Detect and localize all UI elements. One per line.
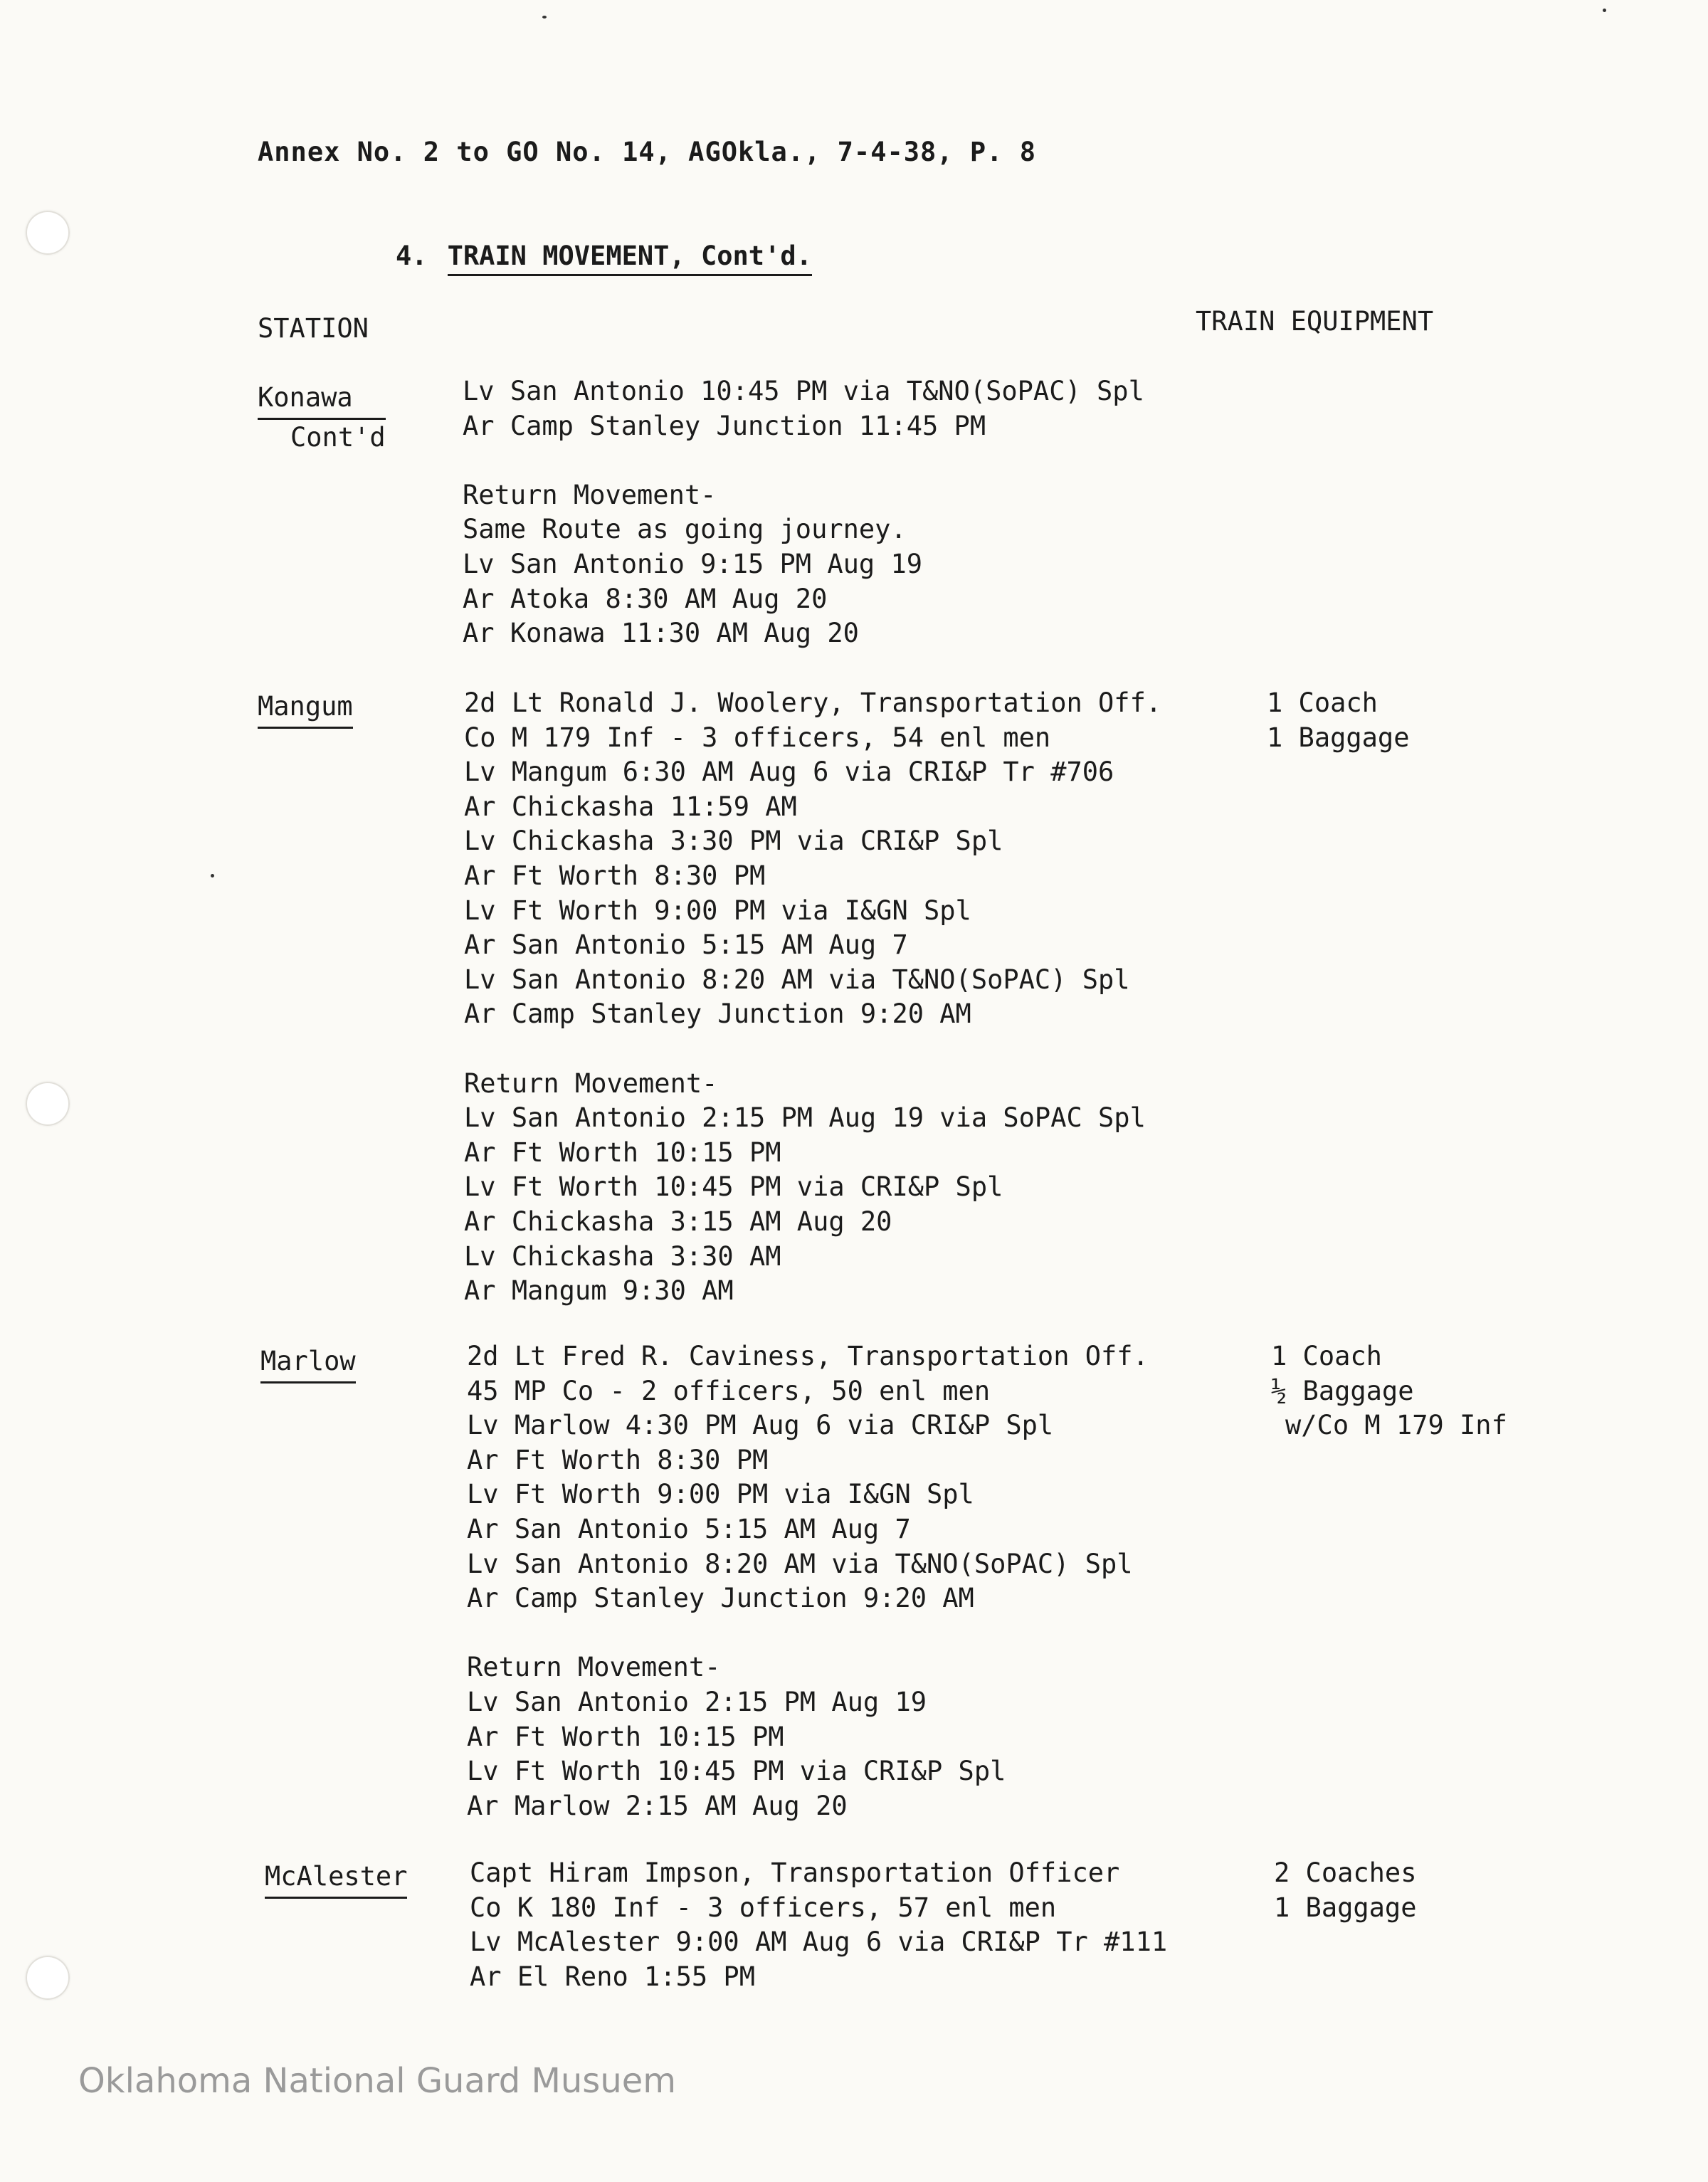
schedule-line: Ar Camp Stanley Junction 9:20 AM bbox=[467, 1583, 974, 1614]
station-mcalester bbox=[265, 1859, 407, 1899]
punch-hole bbox=[26, 211, 70, 255]
paper-speck bbox=[542, 16, 547, 19]
schedule-line: Ar Mangum 9:30 AM bbox=[464, 1275, 734, 1307]
schedule-line: 45 MP Co - 2 officers, 50 enl men bbox=[467, 1375, 991, 1406]
section-number: 4. bbox=[396, 241, 428, 271]
schedule-line: 2d Lt Ronald J. Woolery, Transportation Off. bbox=[464, 687, 1162, 718]
schedule-line: Lv Ft Worth 10:45 PM via CRI&P Spl bbox=[464, 1171, 1003, 1203]
schedule-line: Ar Atoka 8:30 AM Aug 20 bbox=[463, 583, 828, 614]
equipment-item: w/Co M 179 Inf bbox=[1285, 1410, 1507, 1441]
schedule-line: Return Movement- bbox=[463, 479, 717, 510]
station-marlow-schedule bbox=[467, 1339, 1149, 1823]
equipment-item: 1 Coach bbox=[1267, 687, 1378, 718]
schedule-line: Ar Marlow 2:15 AM Aug 20 bbox=[467, 1790, 848, 1821]
schedule-line: Ar Chickasha 11:59 AM bbox=[464, 791, 797, 822]
schedule-line: Co K 180 Inf - 3 officers, 57 enl men bbox=[470, 1892, 1057, 1923]
equipment-column-header: TRAIN EQUIPMENT bbox=[1196, 306, 1434, 337]
schedule-line: Lv San Antonio 2:15 PM Aug 19 bbox=[467, 1686, 927, 1717]
punch-hole bbox=[26, 1956, 70, 2000]
museum-watermark: Oklahoma National Guard Musuem bbox=[78, 2061, 677, 2101]
schedule-line: Lv McAlester 9:00 AM Aug 6 via CRI&P Tr #111 bbox=[470, 1927, 1168, 1958]
schedule-line: Ar Ft Worth 10:15 PM bbox=[464, 1137, 781, 1168]
section-title-text: TRAIN MOVEMENT, Cont'd. bbox=[448, 241, 812, 276]
schedule-line: Ar Ft Worth 8:30 PM bbox=[464, 860, 766, 891]
schedule-line: 2d Lt Fred R. Caviness, Transportation Off. bbox=[467, 1341, 1149, 1371]
paper-speck bbox=[1603, 9, 1606, 12]
schedule-line: Lv San Antonio 2:15 PM Aug 19 via SoPAC Spl bbox=[464, 1102, 1146, 1134]
station-konawa-schedule bbox=[463, 374, 1144, 651]
equipment-item: 2 Coaches bbox=[1274, 1857, 1417, 1888]
station-name: Mangum bbox=[258, 689, 353, 729]
schedule-line: Ar Konawa 11:30 AM Aug 20 bbox=[463, 618, 859, 649]
station-marlow-equipment bbox=[1271, 1339, 1507, 1443]
schedule-line: Ar Camp Stanley Junction 9:20 AM bbox=[464, 998, 971, 1030]
schedule-line: Ar San Antonio 5:15 AM Aug 7 bbox=[464, 929, 908, 961]
section-title bbox=[396, 241, 812, 271]
schedule-line: Return Movement- bbox=[464, 1068, 718, 1099]
equipment-item: ½ Baggage bbox=[1271, 1375, 1414, 1406]
station-mangum-schedule bbox=[464, 686, 1161, 1309]
schedule-line: Capt Hiram Impson, Transportation Officer bbox=[470, 1857, 1120, 1888]
equipment-item: 1 Baggage bbox=[1267, 722, 1410, 753]
schedule-line: Co M 179 Inf - 3 officers, 54 enl men bbox=[464, 722, 1051, 753]
schedule-line: Lv San Antonio 8:20 AM via T&NO(SoPAC) Spl bbox=[467, 1548, 1133, 1579]
schedule-line: Lv Chickasha 3:30 PM via CRI&P Spl bbox=[464, 826, 1003, 857]
schedule-line: Ar Ft Worth 10:15 PM bbox=[467, 1721, 784, 1752]
station-marlow bbox=[260, 1344, 356, 1383]
schedule-line: Lv Chickasha 3:30 AM bbox=[464, 1240, 781, 1272]
station-mangum-equipment bbox=[1267, 686, 1409, 755]
schedule-line: Lv San Antonio 10:45 PM via T&NO(SoPAC) Spl bbox=[463, 376, 1144, 406]
station-column-header: STATION bbox=[258, 313, 369, 344]
schedule-line: Ar San Antonio 5:15 AM Aug 7 bbox=[467, 1513, 911, 1544]
schedule-line: Lv Marlow 4:30 PM Aug 6 via CRI&P Spl bbox=[467, 1410, 1054, 1441]
equipment-item: 1 Baggage bbox=[1274, 1892, 1417, 1923]
schedule-line: Lv San Antonio 9:15 PM Aug 19 bbox=[463, 548, 923, 579]
annex-header: Annex No. 2 to GO No. 14, AGOkla., 7-4-38, P. 8 bbox=[258, 137, 1036, 167]
paper-speck bbox=[211, 874, 214, 877]
schedule-line: Ar Chickasha 3:15 AM Aug 20 bbox=[464, 1206, 892, 1237]
schedule-line: Ar El Reno 1:55 PM bbox=[470, 1961, 755, 1992]
schedule-line: Lv Ft Worth 9:00 PM via I&GN Spl bbox=[464, 895, 971, 926]
schedule-line: Lv Ft Worth 10:45 PM via CRI&P Spl bbox=[467, 1756, 1006, 1787]
schedule-line: Lv Mangum 6:30 AM Aug 6 via CRI&P Tr #706 bbox=[464, 757, 1114, 788]
station-name: Konawa bbox=[258, 380, 386, 420]
station-mangum bbox=[258, 689, 353, 729]
station-mcalester-equipment bbox=[1274, 1856, 1416, 1925]
punch-hole bbox=[26, 1082, 70, 1126]
station-name: Marlow bbox=[260, 1344, 356, 1383]
station-konawa bbox=[258, 380, 386, 455]
schedule-line: Return Movement- bbox=[467, 1652, 721, 1683]
schedule-line: Lv Ft Worth 9:00 PM via I&GN Spl bbox=[467, 1479, 974, 1510]
station-note: Cont'd bbox=[290, 422, 386, 453]
station-name: McAlester bbox=[265, 1859, 407, 1899]
schedule-line: Lv San Antonio 8:20 AM via T&NO(SoPAC) Spl bbox=[464, 964, 1130, 995]
schedule-line: Ar Camp Stanley Junction 11:45 PM bbox=[463, 410, 986, 441]
equipment-item: 1 Coach bbox=[1271, 1341, 1382, 1371]
station-mcalester-schedule bbox=[470, 1856, 1167, 1994]
schedule-line: Same Route as going journey. bbox=[463, 514, 907, 545]
schedule-line: Ar Ft Worth 8:30 PM bbox=[467, 1444, 769, 1475]
